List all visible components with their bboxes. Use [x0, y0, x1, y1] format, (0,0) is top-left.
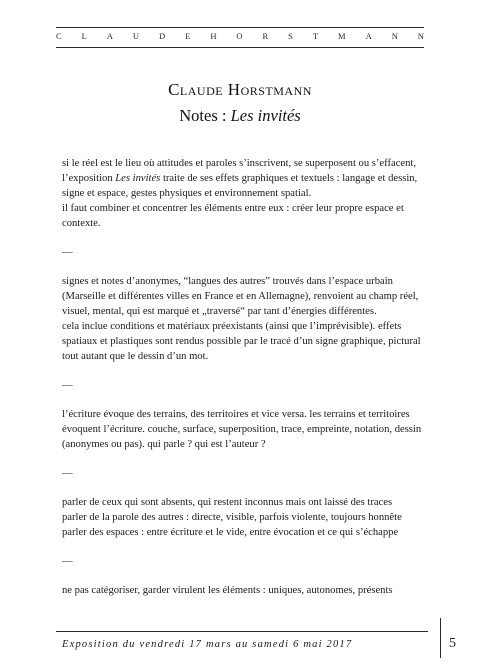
text-line: contexte. — [62, 218, 101, 229]
running-head-letter: L — [81, 31, 87, 41]
text-line: visuel, mental, qui est marqué et „traversé“ par tant d’énergies différentes. — [62, 306, 377, 317]
section-separator: — — [62, 556, 73, 567]
running-head-letter: E — [185, 31, 191, 41]
text-line — [62, 171, 432, 186]
text-line: parler des espaces : entre écriture et le vide, entre évocation et ce qui s’échappe — [62, 527, 399, 538]
header-rule-top — [56, 27, 424, 28]
text-line: il faut combiner et concentrer les éléments entre eux : créer leur propre espace et — [62, 203, 404, 214]
text-line: cela inclue conditions et matériaux préexistants (ainsi que l’imprévisible). effets — [62, 321, 402, 332]
running-head-letter: M — [338, 31, 346, 41]
running-head-letter: U — [132, 31, 140, 41]
text-line: (Marseille et différentes villes en France et en Allemagne), renvoient au champ réel, — [62, 291, 419, 302]
running-head-letter: N — [417, 31, 424, 41]
page-subtitle — [0, 106, 480, 126]
text-line: (anonymes ou pas). qui parle ? qui est l’auteur ? — [62, 439, 266, 450]
text-line: l’écriture évoque des terrains, des territoires et vice versa. les terrains et territoires — [62, 409, 410, 420]
text-line: évoquent l’écriture. couche, surface, superposition, trace, empreinte, notation, dessin — [62, 424, 422, 435]
text-line: signe et espace, gestes physiques et environnement spatial. — [62, 188, 312, 199]
running-head-letter: S — [288, 31, 293, 41]
paragraph — [62, 156, 432, 231]
paragraph — [62, 583, 432, 598]
running-head-letter: N — [391, 31, 398, 41]
body-text — [62, 156, 432, 598]
paragraph — [62, 495, 432, 540]
footer-text: Exposition du vendredi 17 mars au samedi 6 mai 2017 — [62, 639, 353, 650]
text-line: tout autant que le dessin d’un mot. — [62, 351, 209, 362]
subtitle-italic: Les invités — [230, 106, 301, 125]
section-separator: — — [62, 468, 73, 479]
running-head-letter: D — [159, 31, 166, 41]
header-rule-bottom — [56, 47, 424, 48]
text-line: ne pas catégoriser, garder virulent les éléments : uniques, autonomes, présents — [62, 585, 393, 596]
text-line: spatiaux et plastiques sont rendus possible par le tracé d’un signe graphique, pictural — [62, 336, 421, 347]
running-head — [56, 31, 424, 41]
section-separator: — — [62, 247, 73, 258]
running-head-letter: A — [365, 31, 372, 41]
footer-vertical-rule — [440, 618, 441, 658]
text-line: parler de la parole des autres : directe, visible, parfois violente, toujours honnête — [62, 512, 402, 523]
running-head-letter: T — [312, 31, 319, 41]
running-head-letter: O — [236, 31, 243, 41]
text-run: l’exposition — [62, 173, 116, 184]
italic-title: Les invités — [115, 173, 161, 184]
section-separator: — — [62, 380, 73, 391]
text-run: traite de ses effets graphiques et textuels : langage et dessin, — [160, 173, 418, 184]
paragraph — [62, 407, 432, 452]
footer-rule — [56, 631, 428, 632]
text-line: si le réel est le lieu où attitudes et paroles s’inscrivent, se superposent ou s’effacent, — [62, 158, 416, 169]
page-number: 5 — [449, 636, 456, 651]
subtitle-prefix: Notes : — [179, 106, 231, 125]
running-head-letter: H — [210, 31, 217, 41]
text-line: signes et notes d’anonymes, “langues des autres” trouvés dans l’espace urbain — [62, 276, 393, 287]
paragraph — [62, 274, 432, 364]
running-head-letter: C — [56, 31, 62, 41]
text-line: parler de ceux qui sont absents, qui restent inconnus mais ont laissé des traces — [62, 497, 393, 508]
page-title: Claude Horstmann — [168, 80, 312, 99]
running-head-letter: R — [262, 31, 269, 41]
running-head-letter: A — [106, 31, 113, 41]
